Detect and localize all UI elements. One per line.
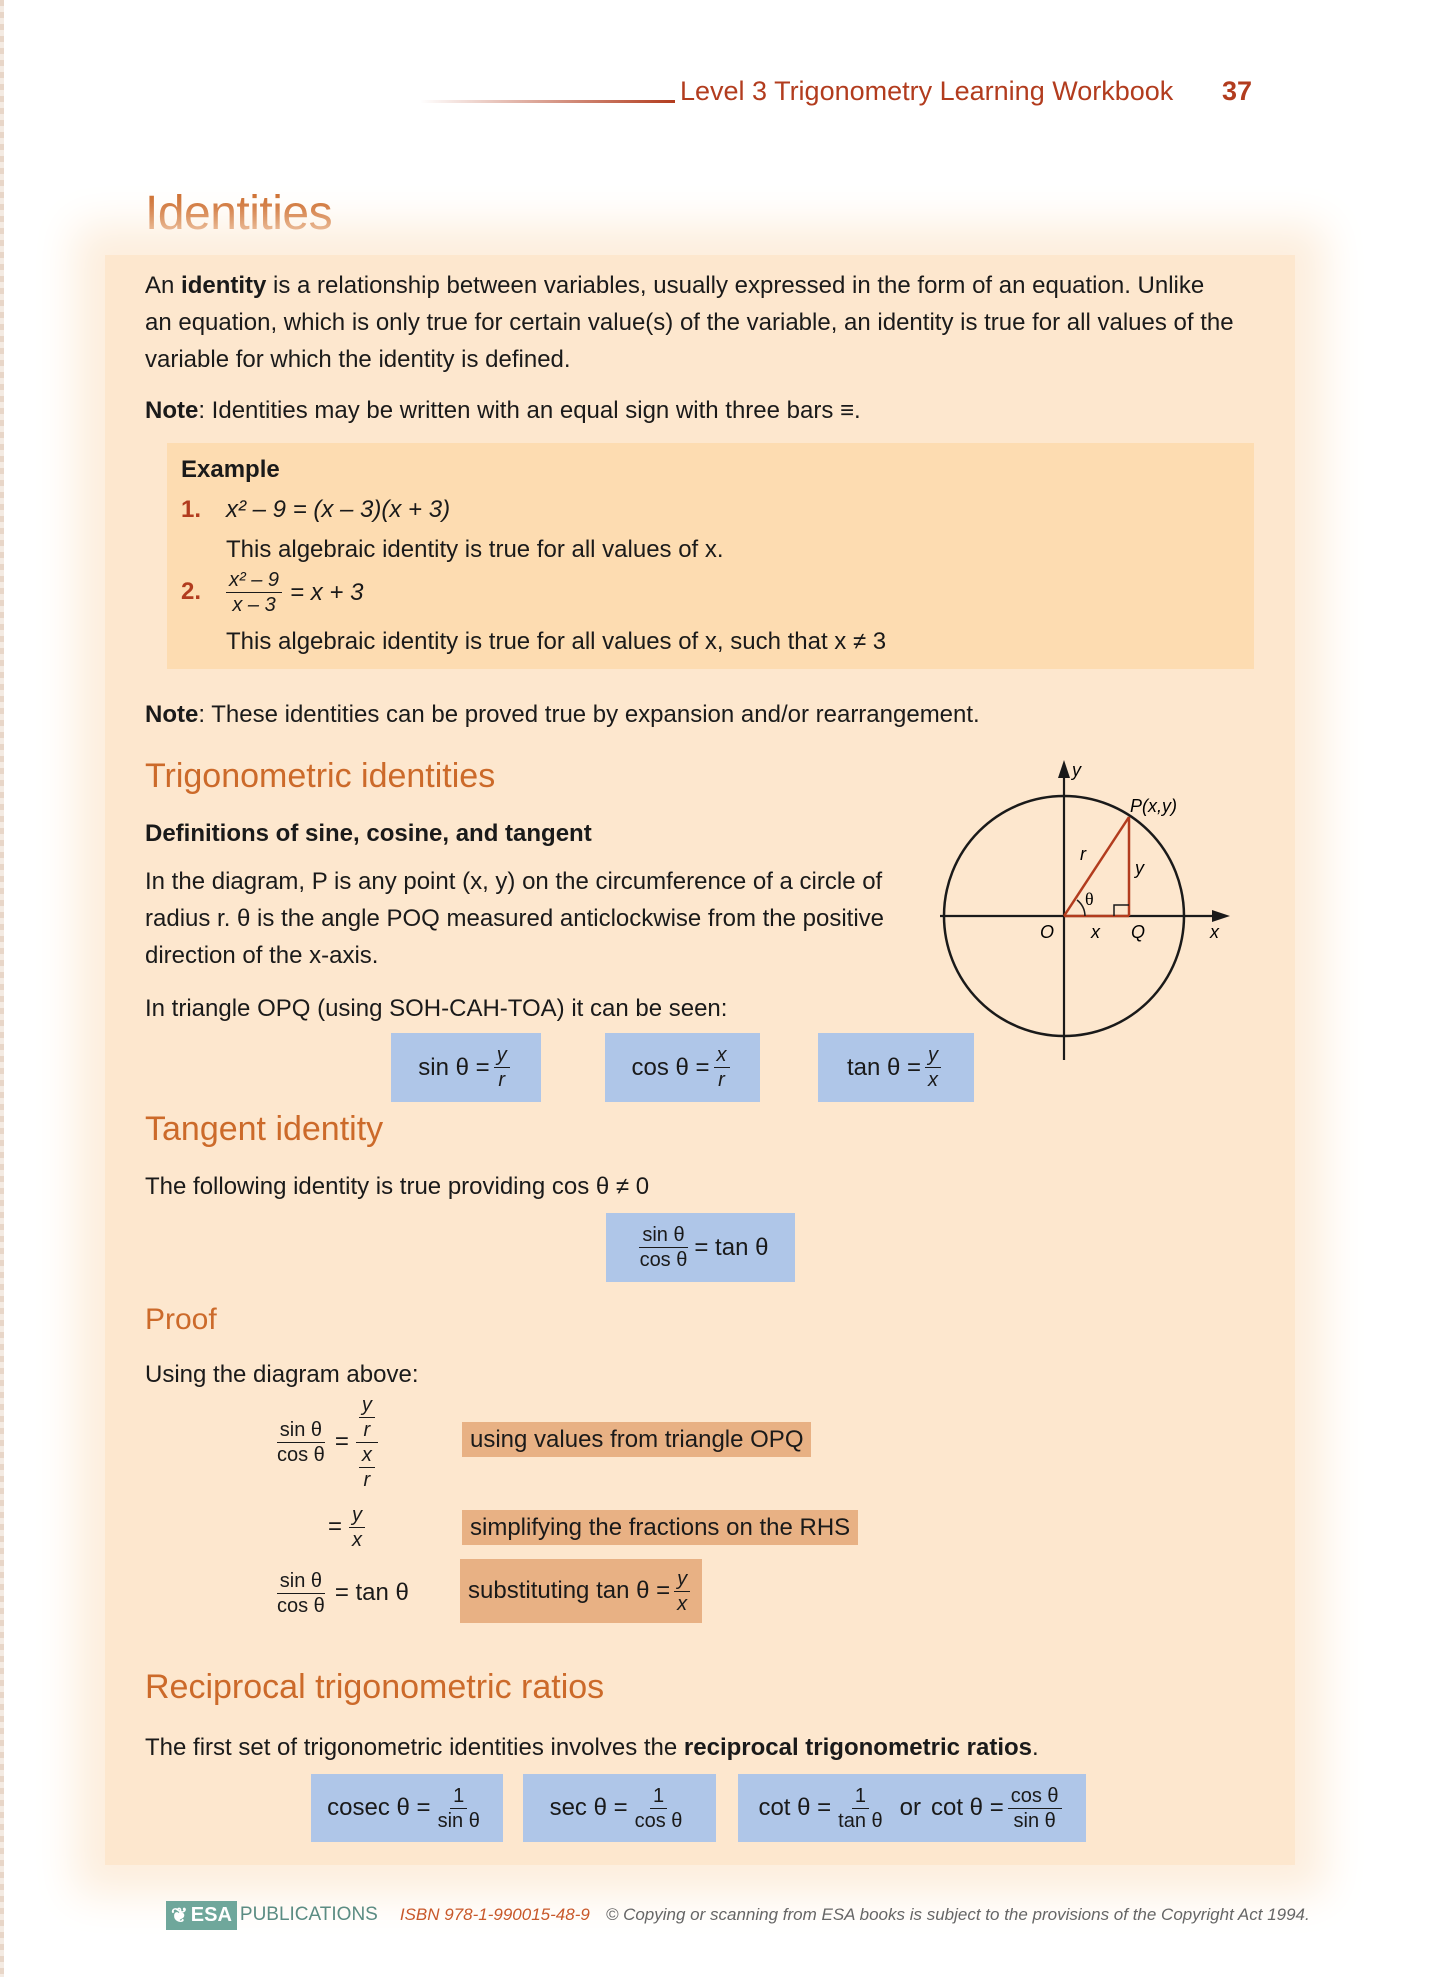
leaf-icon: ❦: [171, 1904, 188, 1927]
proof-heading: Proof: [145, 1303, 217, 1336]
x-axis-arrow-icon: [1212, 910, 1230, 922]
header-rule: [420, 100, 675, 103]
cosec-box: cosec θ = $\frac{1}{\text{sin θ}}$: [311, 1774, 503, 1842]
copyright-notice: © Copying or scanning from ESA books is subject to the provisions of the Copyright Act 1994.: [605, 1905, 1310, 1924]
proof-step-2: = $\frac{y}{x}$: [328, 1502, 369, 1552]
tangent-identity-box: $\frac{\text{sin θ}}{\text{cos θ}}$ = tan θ: [606, 1213, 795, 1282]
note-proof-method: Note: These identities can be proved true by expansion and/or rearrangement.: [145, 701, 980, 728]
r-label: r: [1080, 844, 1086, 864]
reason-step-2: simplifying the fractions on the RHS: [462, 1510, 858, 1545]
example-equation-1: x² – 9 = (x – 3)(x + 3): [226, 496, 451, 523]
example-heading: Example: [181, 456, 280, 483]
origin-label: O: [1040, 922, 1055, 942]
reason-step-1: using values from triangle OPQ: [462, 1422, 811, 1457]
unit-circle-diagram: [940, 760, 1280, 1060]
theta-label: θ: [1085, 889, 1094, 909]
reciprocal-ratios-heading: Reciprocal trigonometric ratios: [145, 1668, 605, 1706]
point-p-label: P(x,y): [1130, 796, 1177, 816]
x-axis-label: x: [1210, 922, 1219, 942]
page-title: Identities: [145, 187, 333, 240]
trig-identities-heading: Trigonometric identities: [145, 757, 496, 795]
proof-step-1: $\frac{\text{sin θ}}{\text{cos θ}}$ = $\frac{\frac{y}{r}}{\frac{x}{r}}$: [270, 1398, 382, 1486]
tan-definition-box: tan θ = $\frac{y}{x}$: [818, 1033, 974, 1102]
reason-step-3: substituting tan θ = $\frac{y}{x}$: [460, 1559, 702, 1623]
cos-definition-box: cos θ = $\frac{x}{r}$: [605, 1033, 760, 1102]
reciprocal-intro: The first set of trigonometric identities involves the reciprocal trigonometric ratios.: [145, 1734, 1039, 1761]
diagram-description: In the diagram, P is any point (x, y) on the circumference of a circle of radius r. θ is the angle POQ measured anticlockwise from the positive direction of the x-axis.: [145, 868, 885, 969]
tangent-condition: The following identity is true providing cos θ ≠ 0: [145, 1173, 650, 1200]
x-side-label: x: [1091, 922, 1100, 942]
hypotenuse-r: [1064, 817, 1129, 916]
page-edge: [0, 0, 4, 1977]
proof-step-3: $\frac{\text{sin θ}}{\text{cos θ}}$ = tan θ: [277, 1569, 409, 1617]
y-axis-arrow-icon: [1058, 760, 1070, 778]
angle-arc: [1077, 900, 1085, 916]
example-box: [167, 443, 1254, 669]
isbn: ISBN 978-1-990015-48-9: [399, 1905, 590, 1924]
sin-definition-box: sin θ = $\frac{y}{r}$: [391, 1033, 541, 1102]
running-header-title: Level 3 Trigonometry Learning Workbook: [680, 76, 1174, 106]
q-label: Q: [1131, 922, 1146, 942]
example-explanation-2: This algebraic identity is true for all values of x, such that x ≠ 3: [226, 628, 887, 655]
esa-logo: ❦ ESA: [166, 1901, 237, 1930]
page-footer: [166, 1900, 1310, 1930]
y-side-label: y: [1135, 858, 1144, 878]
tangent-identity-heading: Tangent identity: [145, 1110, 384, 1148]
example-equation-2: $\frac{\text{x² – 9}}{x - 3}$ = x + 3: [222, 568, 363, 617]
soh-cah-toa-line: In triangle OPQ (using SOH-CAH-TOA) it can be seen:: [145, 995, 728, 1022]
page-number: 37: [1222, 76, 1253, 106]
example-explanation-1: This algebraic identity is true for all values of x.: [226, 536, 724, 563]
definitions-subheading: Definitions of sine, cosine, and tangent: [145, 820, 592, 847]
publisher-name: PUBLICATIONS: [239, 1904, 378, 1925]
sec-box: sec θ = $\frac{1}{\text{cos θ}}$: [523, 1774, 716, 1842]
example-number-2: 2.: [181, 578, 202, 605]
y-axis-label: y: [1072, 760, 1081, 780]
identity-term: identity: [181, 272, 267, 299]
example-number-1: 1.: [181, 496, 202, 523]
intro-paragraph: An identity is a relationship between variables, usually expressed in the form of an equation. Unlike an equation, which is only true for certain value(s) of the variable, an identity is true for all values of the variable for which the identity is defined.: [145, 272, 1234, 373]
cot-box: cot θ = $\frac{1}{\text{tan θ}}$ or cot θ = $\frac{\text{cos θ}}{\text{sin θ}}$: [738, 1774, 1086, 1842]
note-three-bars: Note: Identities may be written with an equal sign with three bars ≡.: [145, 397, 861, 424]
right-angle-mark: [1114, 905, 1129, 916]
proof-intro: Using the diagram above:: [145, 1361, 419, 1388]
